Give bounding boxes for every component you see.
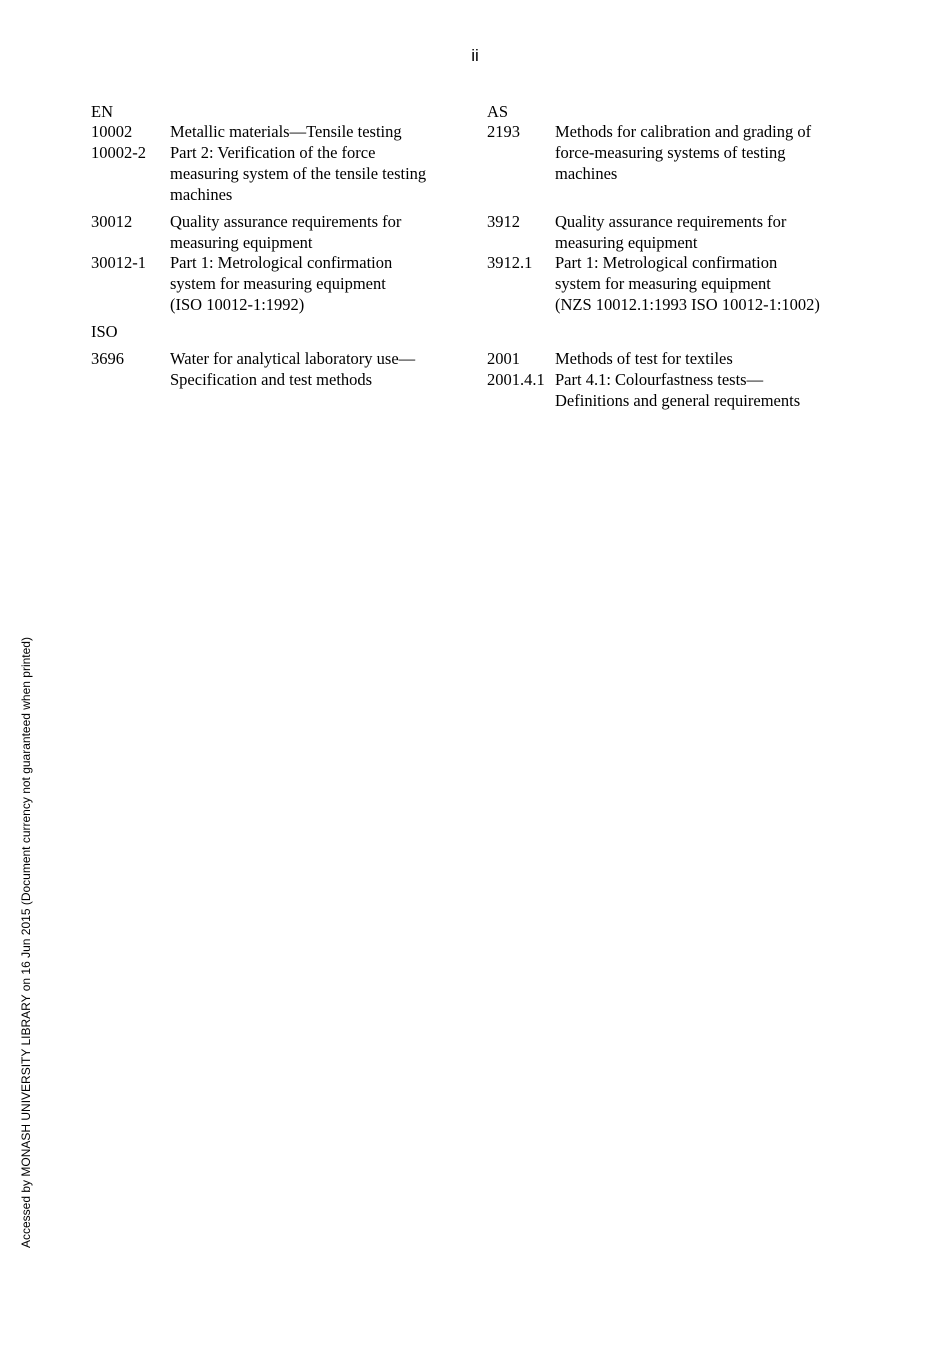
standard-title: machines bbox=[170, 185, 233, 204]
standard-title: machines bbox=[555, 164, 618, 183]
iso-heading: ISO bbox=[91, 322, 118, 341]
as-heading: AS bbox=[487, 102, 509, 121]
standard-code: 3912.1 bbox=[487, 253, 533, 272]
standard-code: 2001 bbox=[487, 349, 520, 368]
standard-code: 30012-1 bbox=[91, 253, 146, 272]
standard-title: Quality assurance requirements for bbox=[170, 212, 402, 231]
access-watermark: Accessed by MONASH UNIVERSITY LIBRARY on 16 Jun 2015 (Document currency not guaranteed when printed) bbox=[19, 637, 33, 1248]
standard-code: 2001.4.1 bbox=[487, 370, 545, 389]
standard-title: system for measuring equipment bbox=[555, 274, 771, 293]
standard-title: (ISO 10012-1:1992) bbox=[170, 295, 305, 314]
standard-title: Water for analytical laboratory use— bbox=[170, 349, 416, 368]
standard-title: measuring equipment bbox=[170, 233, 313, 252]
standard-title: force-measuring systems of testing bbox=[555, 143, 786, 162]
standard-title: Specification and test methods bbox=[170, 370, 373, 389]
standard-title: measuring equipment bbox=[555, 233, 698, 252]
standard-title: Methods for calibration and grading of bbox=[555, 122, 812, 141]
en-heading: EN bbox=[91, 102, 113, 121]
standard-title: system for measuring equipment bbox=[170, 274, 386, 293]
standard-code: 2193 bbox=[487, 122, 520, 141]
standard-title: (NZS 10012.1:1993 ISO 10012-1:1002) bbox=[555, 295, 820, 314]
standard-code: 3912 bbox=[487, 212, 520, 231]
standard-title: Quality assurance requirements for bbox=[555, 212, 787, 231]
standard-title: Part 4.1: Colourfastness tests— bbox=[555, 370, 764, 389]
standard-title: Definitions and general requirements bbox=[555, 391, 801, 410]
standard-code: 10002-2 bbox=[91, 143, 146, 162]
standard-title: Part 1: Metrological confirmation bbox=[555, 253, 778, 272]
standard-title: Part 1: Metrological confirmation bbox=[170, 253, 393, 272]
standard-title: Methods of test for textiles bbox=[555, 349, 733, 368]
standard-code: 10002 bbox=[91, 122, 133, 141]
standard-title: measuring system of the tensile testing bbox=[170, 164, 427, 183]
page-number: ii bbox=[471, 46, 479, 65]
standard-title: Metallic materials—Tensile testing bbox=[170, 122, 402, 141]
standard-code: 30012 bbox=[91, 212, 133, 231]
standard-code: 3696 bbox=[91, 349, 124, 368]
standard-title: Part 2: Verification of the force bbox=[170, 143, 376, 162]
